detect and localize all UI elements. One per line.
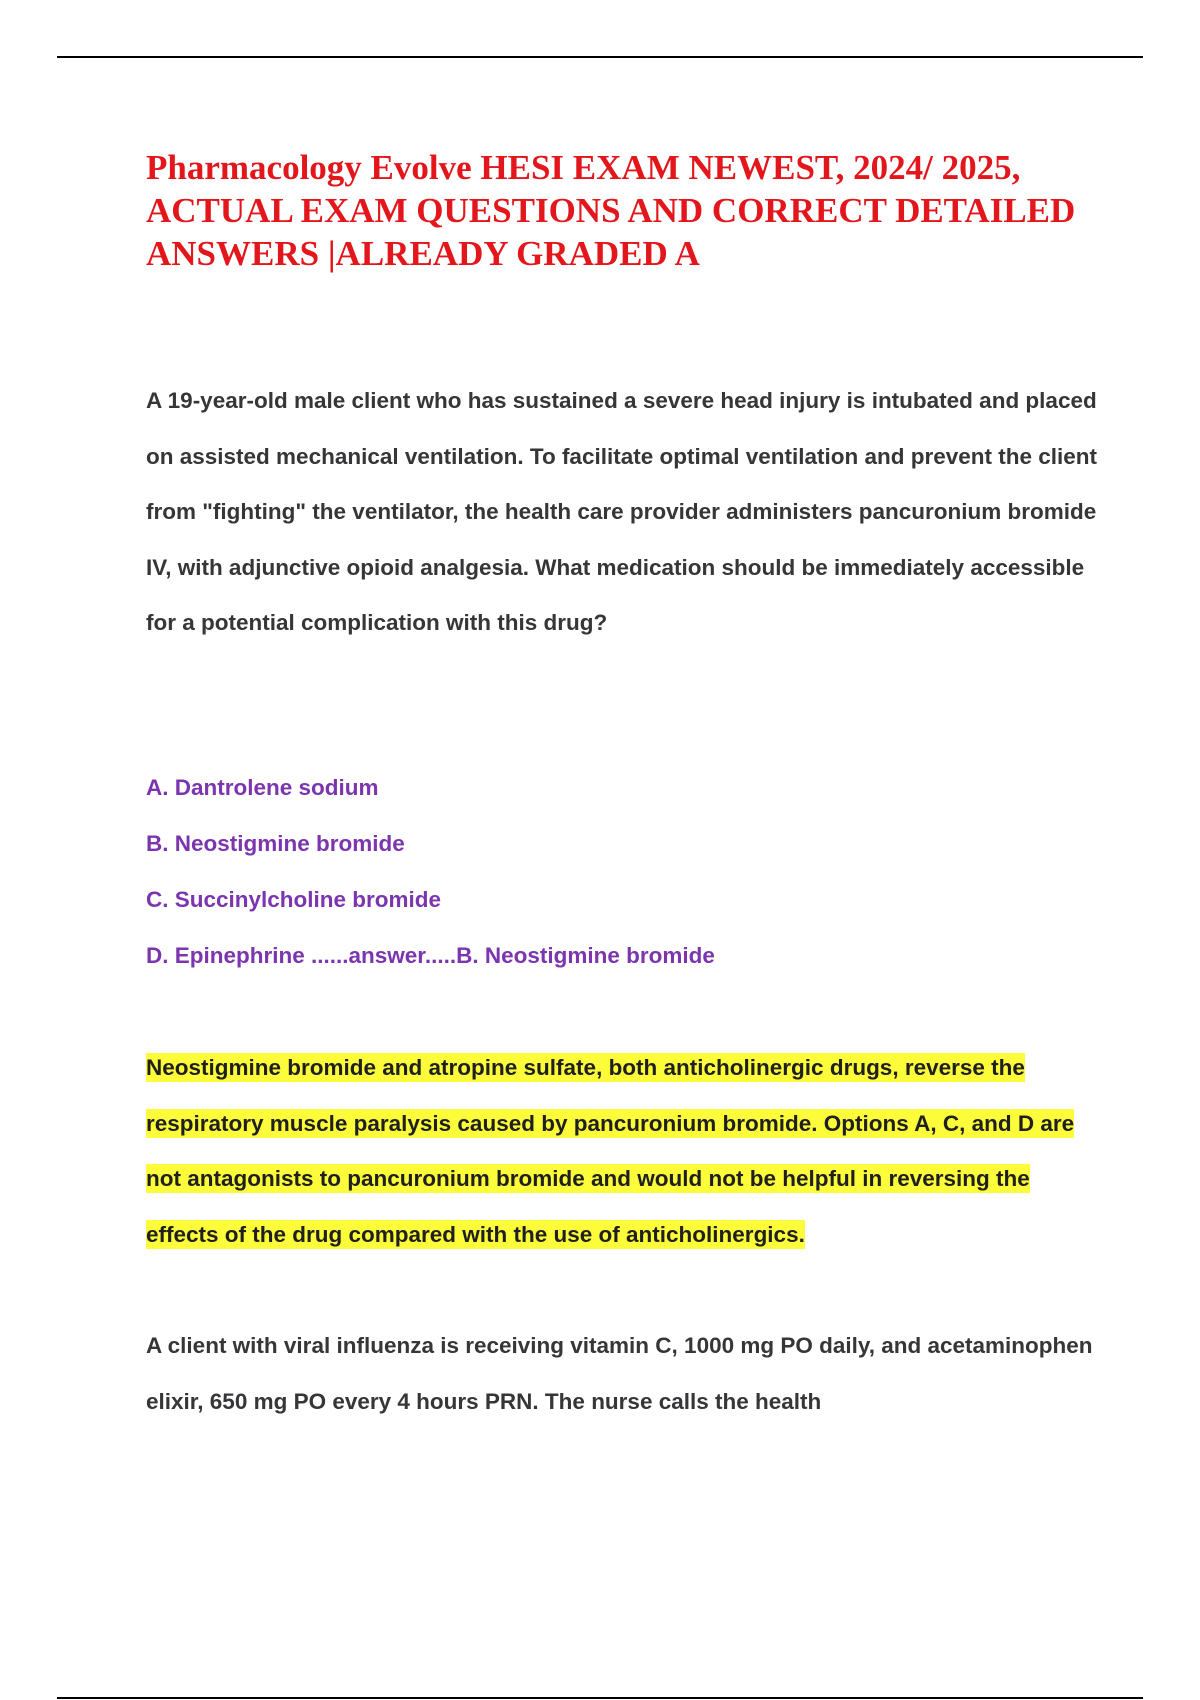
bottom-rule (57, 1697, 1143, 1699)
question-1-options (146, 760, 715, 984)
option-a: A. Dantrolene sodium (146, 775, 379, 800)
top-rule (57, 56, 1143, 58)
option-d-with-answer: D. Epinephrine ......answer.....B. Neostigmine bromide (146, 943, 715, 968)
option-c: C. Succinylcholine bromide (146, 887, 442, 912)
question-1-text: A 19-year-old male client who has sustained a severe head injury is intubated and placed on assisted mechanical ventilation. To facilitate optimal ventilation and prevent the client from "fighting" the ventilator, the health care provider administers pancuronium bromide IV, with adjunctive opioid analgesia. What medication should be immediately accessible for a potential complication with this drug? (146, 388, 1098, 636)
question-1-explanation (146, 1040, 1106, 1262)
highlighted-explanation-text: Neostigmine bromide and atropine sulfate, both anticholinergic drugs, reverse the respiratory muscle paralysis caused by pancuronium bromide. Options A, C, and D are not antagonists to pancuronium bromide and would not be helpful in reversing the effects of the drug compared with the use of anticholinergics. (146, 1055, 1075, 1247)
document-title: Pharmacology Evolve HESI EXAM NEWEST, 2024/ 2025, ACTUAL EXAM QUESTIONS AND CORRECT DETAILED ANSWERS |ALREADY GRADED A (146, 148, 1076, 273)
question-2-text: A client with viral influenza is receiving vitamin C, 1000 mg PO daily, and acetaminophen elixir, 650 mg PO every 4 hours PRN. The nurse calls the health (146, 1333, 1093, 1414)
option-b: B. Neostigmine bromide (146, 831, 405, 856)
